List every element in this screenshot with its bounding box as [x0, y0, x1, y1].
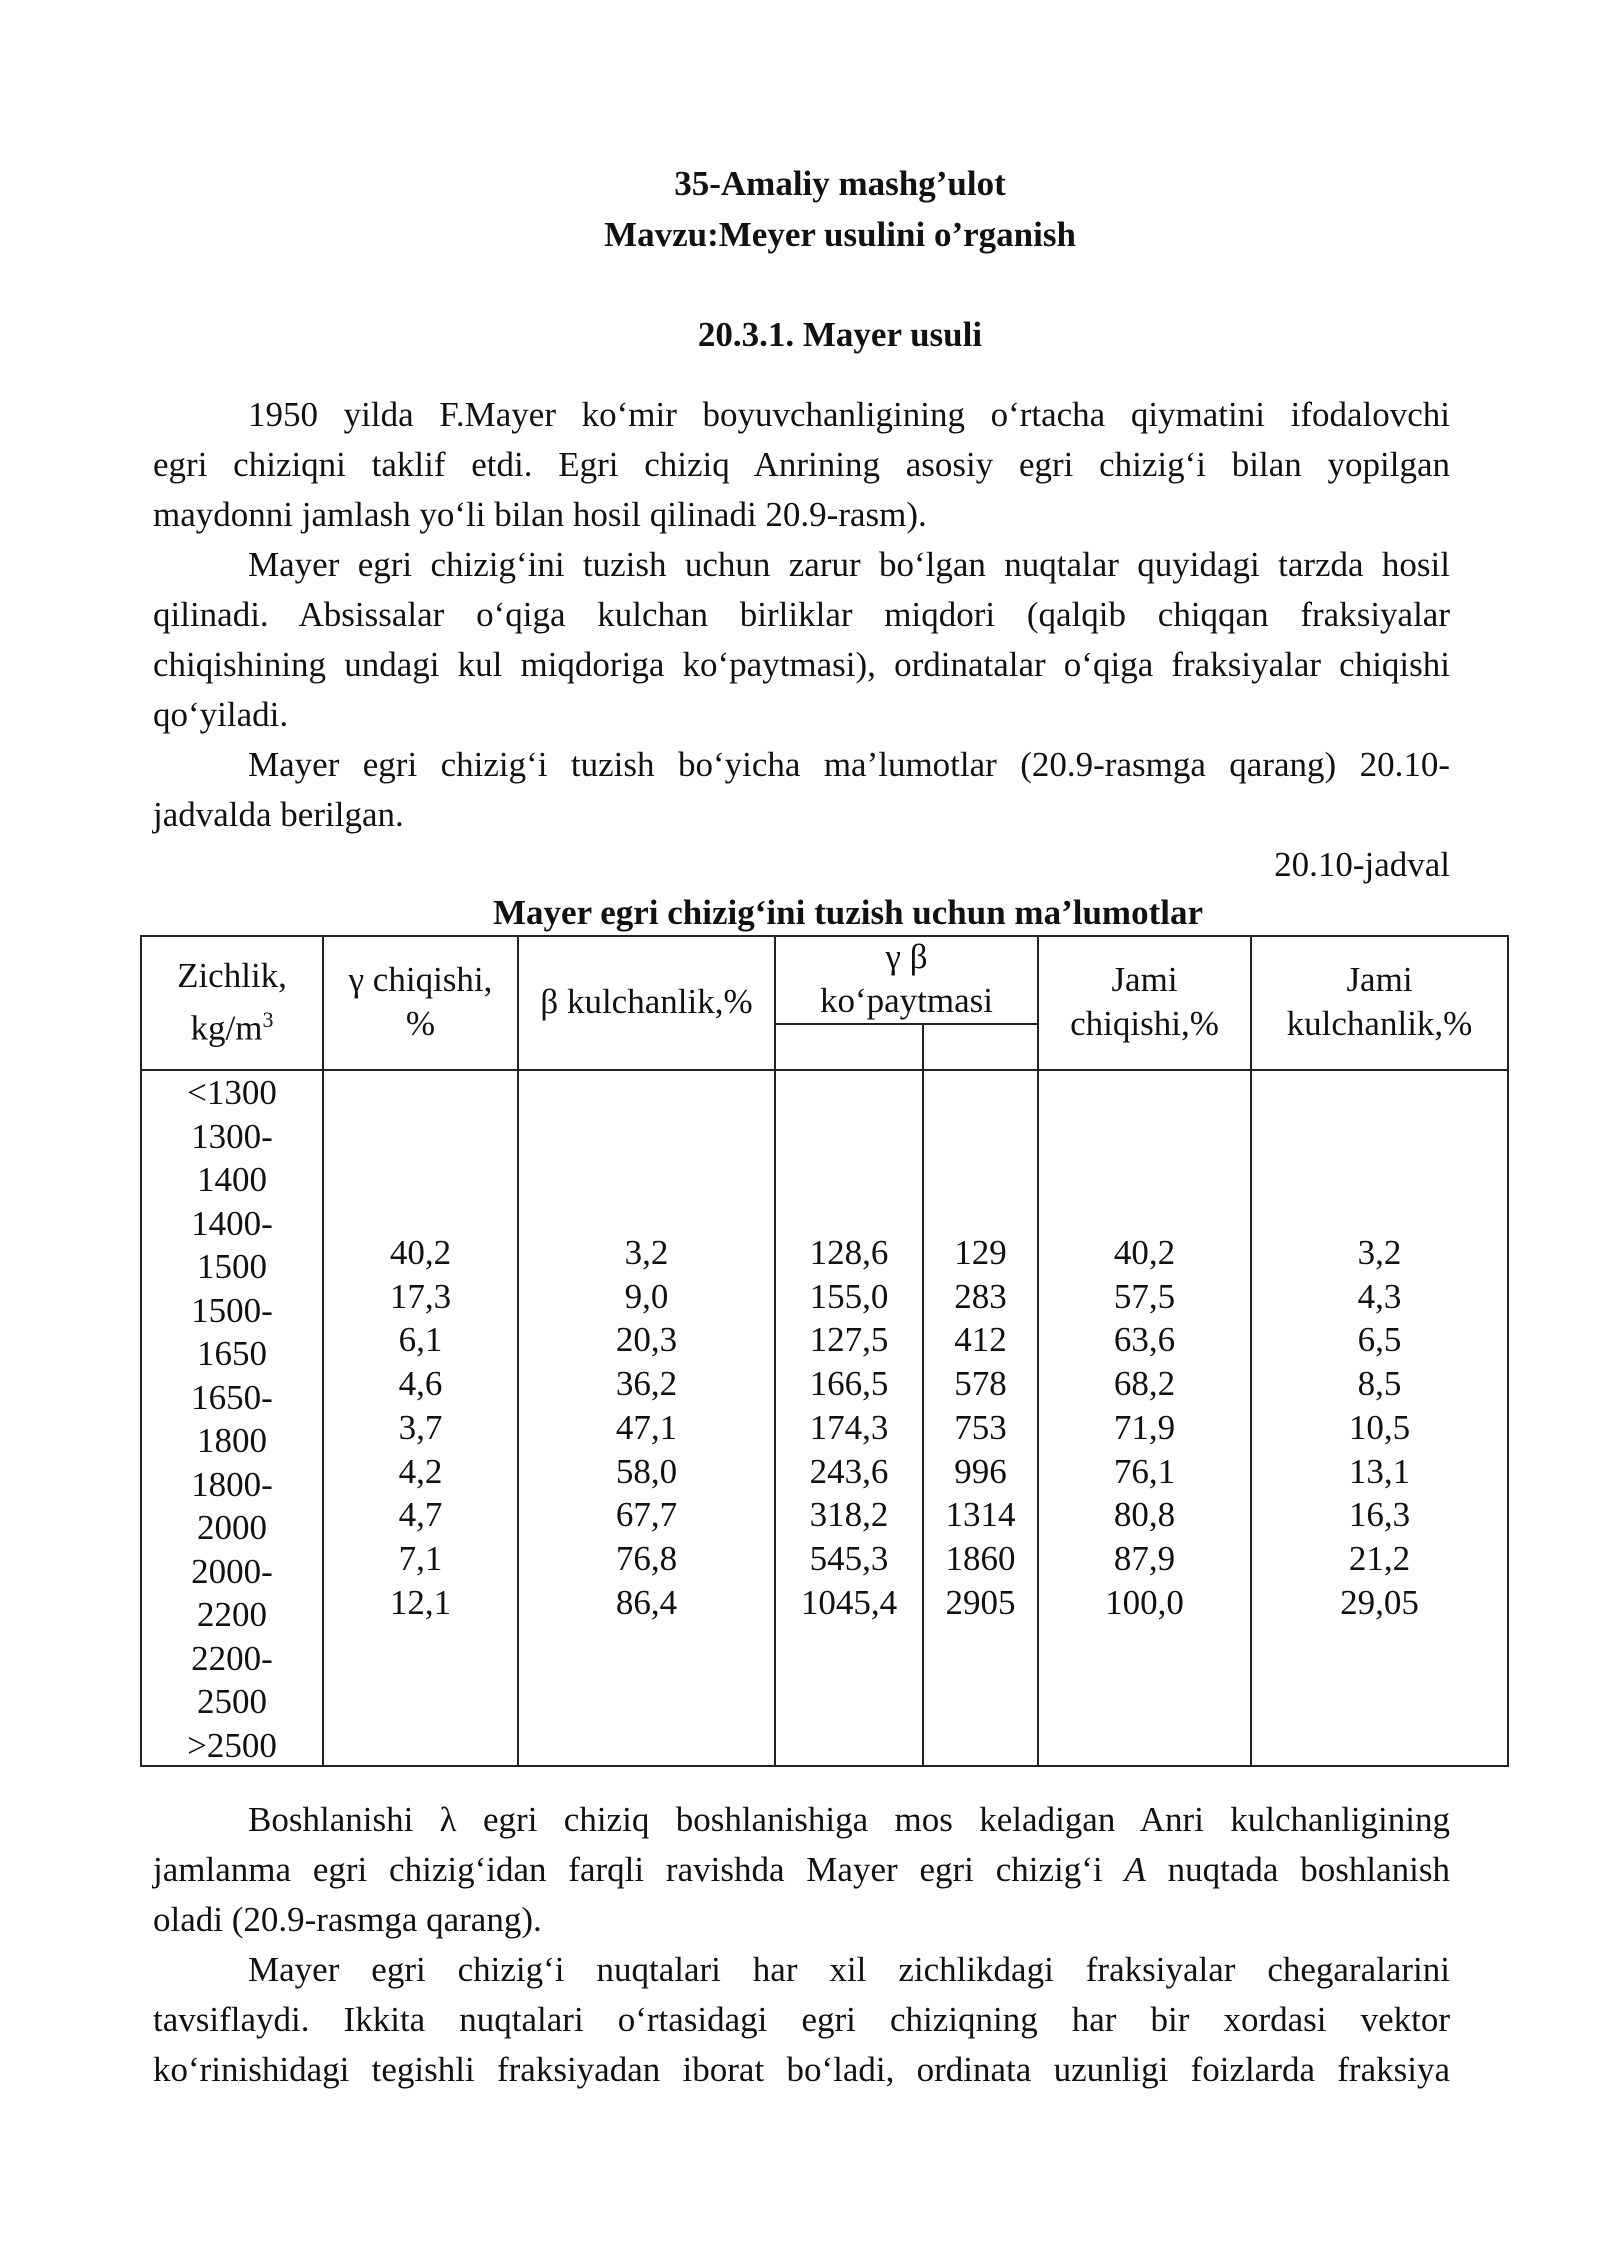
table-cell: 87,9	[1113, 1538, 1176, 1578]
text-line: oladi (20.9-rasmga qarang).	[153, 1900, 542, 1939]
table-cell: 1314	[945, 1495, 1016, 1535]
table-cell: 545,3	[809, 1538, 889, 1578]
table-cell: 2200	[197, 1595, 267, 1634]
table-cell: 174,3	[809, 1407, 889, 1447]
table-cell: 21,2	[1348, 1538, 1411, 1578]
table-cell: 1400	[197, 1160, 267, 1199]
table-cell: 67,7	[615, 1495, 678, 1535]
text-line: qo‘yiladi.	[153, 695, 289, 734]
table-cell: 3,7	[398, 1407, 443, 1447]
table-cell: 128,6	[809, 1233, 889, 1272]
text-line: ko‘rinishidagi tegishli fraksiyadan iborat bo‘ladi, ordinata uzunligi foizlarda fraksiya	[153, 2050, 1450, 2089]
table-cell: 243,6	[809, 1451, 889, 1491]
text-line: Mayer egri chizig‘i nuqtalari har xil zichlikdagi fraksiyalar chegaralarini	[248, 1950, 1450, 1989]
table-cell: 1860	[945, 1538, 1016, 1578]
table-cell: 20,3	[615, 1320, 678, 1360]
column-total-yield	[1039, 1231, 1250, 1624]
table-cell: 76,1	[1113, 1451, 1176, 1491]
text-line: Boshlanishi λ egri chiziq boshlanishiga mos keladigan Anri kulchanligining	[248, 1800, 1450, 1839]
table-cell: 9,0	[624, 1276, 669, 1316]
table-cell: 753	[954, 1407, 1007, 1447]
table-cell: 1400-	[191, 1203, 273, 1243]
text-line: qilinadi. Absissalar o‘qiga kulchan birliklar miqdori (qalqib chiqqan fraksiyalar	[153, 595, 1450, 634]
table-cell: 4,6	[398, 1364, 443, 1404]
paragraph-intro	[153, 390, 1450, 540]
text-line: jadvalda berilgan.	[153, 795, 404, 834]
table-cell: 7,1	[398, 1538, 443, 1578]
table-cell: 1045,4	[800, 1582, 898, 1622]
table-cell: 2200-	[191, 1638, 273, 1678]
table-cell: 1500	[197, 1247, 267, 1286]
table-cell: 57,5	[1113, 1276, 1176, 1316]
header-total-ash: Jami kulchanlik,%	[1286, 960, 1473, 1043]
table-cell: 283	[954, 1276, 1007, 1316]
table-cell: 129	[954, 1233, 1007, 1272]
table-cell: 996	[954, 1451, 1007, 1491]
text-line: tavsiflaydi. Ikkita nuqtalari o‘rtasidagi egri chiziqning har bir xordasi vektor	[153, 2000, 1450, 2039]
header-gamma-yield: γ chiqishi, %	[348, 960, 493, 1043]
table-cell: 155,0	[809, 1276, 889, 1316]
table-cell: 1650	[197, 1334, 267, 1373]
table-cell: 86,4	[615, 1582, 678, 1622]
table-cell: 63,6	[1113, 1320, 1176, 1360]
header-beta-ash: β kulchanlik,%	[540, 982, 753, 1021]
table-cell: 47,1	[615, 1407, 678, 1447]
header-product: γ β ko‘paytmasi	[819, 937, 994, 1020]
table-cell: 3,2	[624, 1233, 669, 1272]
paragraph-table-intro	[153, 740, 1450, 840]
table-cell: 578	[954, 1364, 1007, 1404]
header-total-yield: Jami chiqishi,%	[1070, 960, 1219, 1043]
column-product	[776, 1231, 922, 1624]
table-border-right	[1507, 935, 1509, 1767]
table-cell: 127,5	[809, 1320, 889, 1360]
table-cell: 318,2	[809, 1495, 889, 1535]
header-density: Zichlik, $kg/m^3$	[177, 955, 287, 1048]
table-border-bottom	[140, 1765, 1509, 1767]
table-cell: 2000	[197, 1508, 267, 1547]
table-cell: 1800-	[191, 1464, 273, 1504]
table-cell: 3,2	[1357, 1233, 1402, 1272]
column-density	[142, 1071, 322, 1767]
text-line: 1950 yilda F.Mayer ko‘mir boyuvchanligining o‘rtacha qiymatini ifodalovchi	[248, 395, 1450, 434]
table-cell: 1650-	[191, 1377, 273, 1417]
column-beta-ash	[519, 1231, 774, 1624]
table-cell: 76,8	[615, 1538, 678, 1578]
table-cell: 1800	[197, 1421, 267, 1460]
data-table	[140, 935, 1509, 1767]
column-gamma-yield	[324, 1231, 517, 1624]
paragraph-curve-points	[153, 1945, 1450, 2095]
table-cell: 412	[954, 1320, 1007, 1360]
table-cell: 6,5	[1357, 1320, 1402, 1360]
table-cell: 4,2	[398, 1451, 443, 1491]
table-cell: 10,5	[1348, 1407, 1411, 1447]
table-title: Mayer egri chizig‘ini tuzish uchun ma’lumotlar	[493, 893, 1203, 932]
table-reference: 20.10-jadval	[1274, 845, 1450, 884]
paragraph-curve-start	[153, 1795, 1450, 1945]
section-title: 20.3.1. Mayer usuli	[697, 315, 983, 354]
table-cell: 68,2	[1113, 1364, 1176, 1404]
table-cell: >2500	[187, 1725, 277, 1765]
table-cell: 71,9	[1113, 1407, 1176, 1447]
text-line: egri chiziqni taklif etdi. Egri chiziq Anrining asosiy egri chizig‘i bilan yopilgan	[153, 445, 1450, 484]
table-cell: 2905	[945, 1582, 1016, 1622]
table-cell: 40,2	[389, 1233, 452, 1272]
column-total-ash	[1252, 1231, 1507, 1624]
table-cell: 80,8	[1113, 1495, 1176, 1535]
table-cell: <1300	[187, 1073, 277, 1112]
text-line: chiqishining undagi kul miqdoriga ko‘paytmasi), ordinatalar o‘qiga fraksiyalar chiqishi	[153, 645, 1450, 684]
table-cell: 1500-	[191, 1290, 273, 1330]
table-cell: 6,1	[398, 1320, 443, 1360]
lesson-topic: Mavzu:Meyer usulini o’rganish	[604, 215, 1076, 254]
table-cell: 4,7	[398, 1495, 443, 1535]
text-line: Mayer egri chizig‘ini tuzish uchun zarur bo‘lgan nuqtalar quyidagi tarzda hosil	[248, 545, 1450, 584]
table-header-rule	[140, 1069, 1509, 1071]
table-cell: 58,0	[615, 1451, 678, 1491]
table-cell: 2000-	[191, 1551, 273, 1591]
table-cell: 12,1	[389, 1582, 452, 1622]
paragraph-method	[153, 540, 1450, 740]
table-cell: 36,2	[615, 1364, 678, 1404]
table-cell: 8,5	[1357, 1364, 1402, 1404]
table-cell: 166,5	[809, 1364, 889, 1404]
table-cell: 17,3	[389, 1276, 452, 1316]
table-cell: 29,05	[1340, 1582, 1419, 1622]
table-cell: 2500	[197, 1682, 267, 1721]
table-cell: 16,3	[1348, 1495, 1411, 1535]
table-cell: 13,1	[1348, 1451, 1411, 1491]
text-line: Mayer egri chizig‘i tuzish bo‘yicha ma’lumotlar (20.9-rasmga qarang) 20.10-	[248, 745, 1450, 784]
lesson-number: 35-Amaliy mashg’ulot	[674, 164, 1006, 203]
table-cell: 4,3	[1357, 1276, 1402, 1316]
text-line: maydonni jamlash yo‘li bilan hosil qilinadi 20.9-rasm).	[153, 495, 927, 534]
table-cell: 40,2	[1113, 1233, 1176, 1272]
text-line: jamlanma egri chizig‘idan farqli ravishda Mayer egri chizig‘i A nuqtada boshlanish	[153, 1850, 1450, 1889]
table-cell: 1300-	[191, 1116, 273, 1156]
table-divider	[774, 1023, 1039, 1025]
table-cell: 100,0	[1105, 1582, 1184, 1622]
column-cumulative-product	[924, 1231, 1037, 1624]
